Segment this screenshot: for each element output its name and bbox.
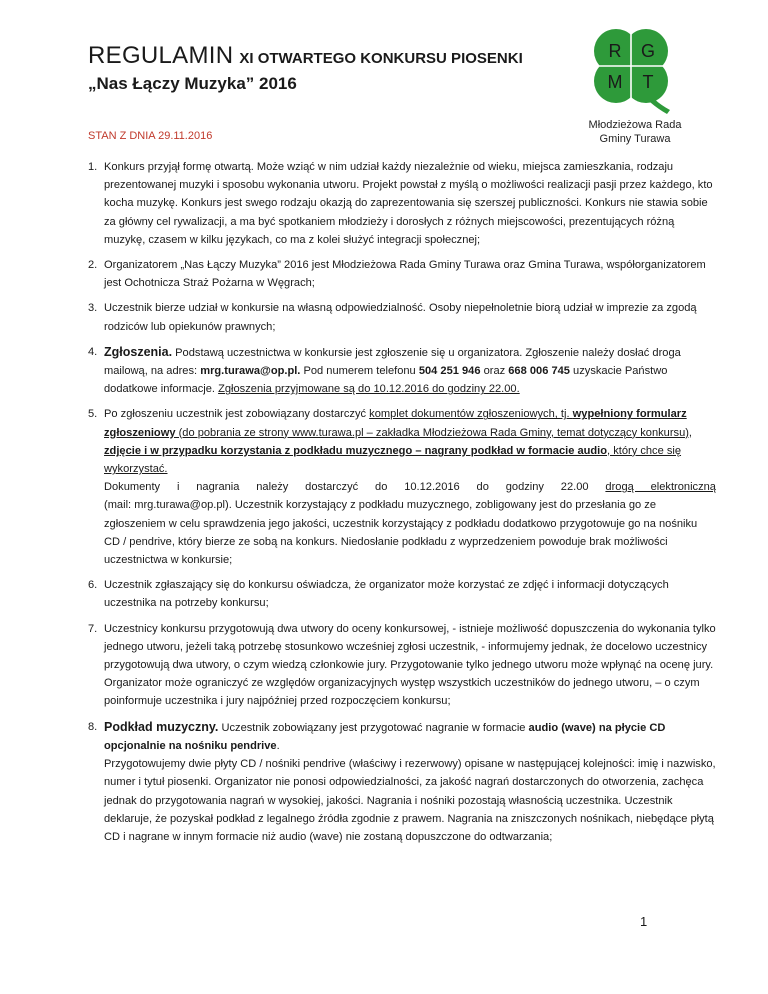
photo-and-backing-track: zdjęcie i w przypadku korzystania z podkładu muzycznego – nagrany podkład w formacie audio [104, 444, 608, 457]
rule-text: Przygotowujemy dwie płyty CD / nośniki pendrive (właściwy i rezerwowy) opisane w następującej kolejności: imię i nazwisko, numer i tytuł piosenki. Organizator nie ponosi odpowiedzialności, za jakość nagrań dostarczonych do otworzenia, zachęca jednak do przygotowania nagrań w wysokiej, jakości. Nagrania i nośniki pozostają własnością uczestnika. Uczestnik deklaruje, że pozyskał podkład z legalnego źródła zgodnie z prawem. Nagrania na zniszczonych nośnikach, niebędące płytą CD i nagrane w innym formacie niż audio (wave) nie zostaną dopuszczone do odtwarzania; [104, 758, 716, 843]
rule-item-6 [88, 576, 716, 612]
rule-text: oraz [480, 365, 509, 378]
rule-number: 6. [88, 579, 98, 592]
application-form-label: wypełniony formularz zgłoszeniowy [104, 408, 687, 439]
rule-number: 4. [88, 345, 98, 358]
logo-letter-g: G [640, 41, 656, 61]
contact-phone-1: 504 251 946 [418, 365, 481, 378]
rule-item-3 [88, 299, 716, 335]
document-subtitle: „Nas Łączy Muzyka” 2016 [88, 74, 297, 93]
logo-letter-t: T [642, 72, 654, 92]
rule-item-8 [88, 718, 716, 846]
rule-number: 7. [88, 622, 98, 635]
rule-number: 5. [88, 408, 98, 421]
rule-text: Pod numerem telefonu [300, 365, 419, 378]
logo-caption-line2: Gminy Turawa [599, 133, 671, 145]
rule-text: uzyskacie Państwo dodatkowe informacje. [104, 365, 668, 396]
rule-text: Po zgłoszeniu uczestnik jest zobowiązany dostarczyć [104, 408, 370, 421]
logo-letter-m: M [607, 72, 623, 92]
rule-lead: Zgłoszenia. [104, 344, 173, 359]
rule-number: 2. [88, 259, 98, 272]
rule-item-2 [88, 256, 716, 292]
delivery-deadline-line [104, 478, 716, 496]
rule-text: (mail: mrg.turawa@op.pl). Uczestnik korzystający z podkładu muzycznego, zobligowany jest do przesłania go ze zgłoszeniem w celu sprawdzenia jego jakości, uczestnik korzystający z podkładu dodatkowo przygotowuje go na nośniku CD / pendrive, który bierze ze sobą na konkurs. Niedosłanie podkładu z wyprzedzeniem powoduje brak możliwości uczestnictwa w konkursie; [104, 499, 698, 567]
rule-text: Organizatorem „Nas Łączy Muzyka” 2016 jest Młodzieżowa Rada Gminy Turawa oraz Gmina Turawa, współorganizatorem jest Ochotnicza Straż Pożarna w Węgrach; [104, 259, 706, 290]
clover-logo [575, 22, 687, 117]
rule-item-4 [88, 343, 716, 399]
rule-text: Uczestnik bierze udział w konkursie na własną odpowiedzialność. Osoby niepełnoletnie biorą udział w imprezie za zgodą rodziców lub opiekunów prawnych; [104, 302, 697, 333]
status-date: STAN Z DNIA 29.11.2016 [88, 130, 213, 142]
audio-format-requirement: audio (wave) na płycie CD opcjonalnie na nośniku pendrive [104, 721, 666, 752]
rule-text: Uczestnik zobowiązany jest przygotować nagranie w formacie [218, 721, 529, 734]
title-regulamin: REGULAMIN [88, 42, 234, 69]
download-info: (do pobrania ze strony www.turawa.pl – zakładka Młodzieżowa Rada Gminy, temat dotyczący konkursu), [175, 426, 693, 439]
rule-text: Dokumenty i nagrania należy dostarczyć do 10.12.2016 do godziny 22.00 [104, 481, 606, 494]
rule-item-1 [88, 158, 716, 249]
logo-caption [560, 118, 710, 146]
submission-deadline: Zgłoszenia przyjmowane są do 10.12.2016 do godziny 22.00. [218, 383, 520, 396]
rule-text: Uczestnicy konkursu przygotowują dwa utwory do oceny konkursowej, - istnieje możliwość dopuszczenia do wykonania tylko jednego utworu, jeżeli taką potrzebę stosunkowo wcześniej zgłosi uczestnik, - informujemy jednak, że docelowo uczestnicy przygotowują dwa utwory, o czym wiedzą członkowie jury. Przygotowanie tylko jednego utworu może wpłynąć na ocenę jury. Organizator może ograniczyć ze względów organizacyjnych występ wszystkich uczestników do jednego utworu, – o czym poinformuje uczestnika i jury najpóźniej przed rozpoczęciem konkursu; [104, 622, 716, 708]
title-contest-name: XI OTWARTEGO KONKURSU PIOSENKI [239, 50, 523, 67]
rule-item-5 [88, 405, 716, 569]
page-number: 1 [640, 914, 648, 929]
contact-phone-2: 668 006 745 [508, 365, 570, 378]
rule-number: 1. [88, 161, 98, 173]
rules-list [88, 158, 716, 853]
rule-number: 3. [88, 302, 98, 315]
logo-caption-line1: Młodzieżowa Rada [588, 119, 682, 131]
document-title [88, 42, 523, 70]
rule-lead: Podkład muzyczny. [104, 719, 219, 734]
electronic-delivery: drogą elektroniczną [605, 481, 716, 494]
contact-email: mrg.turawa@op.pl. [200, 365, 301, 378]
rule-text: Uczestnik zgłaszający się do konkursu oświadcza, że organizator może korzystać ze zdjęć i informacji dotyczących uczestnika na potrzeby konkursu; [104, 579, 669, 610]
documents-underlined: komplet dokumentów zgłoszeniowych, tj. [369, 408, 573, 421]
rule-number: 8. [88, 720, 98, 733]
logo-letter-r: R [608, 41, 622, 61]
rule-text: . [276, 739, 280, 752]
rule-item-7 [88, 620, 716, 711]
backing-track-note: , który chce się wykorzystać. [104, 444, 682, 476]
rule-text: Podstawą uczestnictwa w konkursie jest zgłoszenie się u organizatora. Zgłoszenie należy dosłać droga mailową, na adres: [104, 346, 681, 378]
rule-text: Konkurs przyjął formę otwartą. Może wziąć w nim udział każdy niezależnie od wieku, miejsca zamieszkania, rodzaju prezentowanej muzyki i sposobu wykonania utworu. Projekt powstał z myślą o możliwości realizacji pasji przez każdego, kto kocha muzykę. Konkurs jest swego rodzaju okazją do zaprezentowania się szerszej publiczności. Konkurs nie stawia sobie za główny cel rywalizacji, a ma być spotkaniem młodzieży i dorosłych z różnych miejscowości, prezentujących różną muzykę, czasem w kilku językach, co ma z kolei służyć integracji społecznej; [104, 161, 713, 246]
